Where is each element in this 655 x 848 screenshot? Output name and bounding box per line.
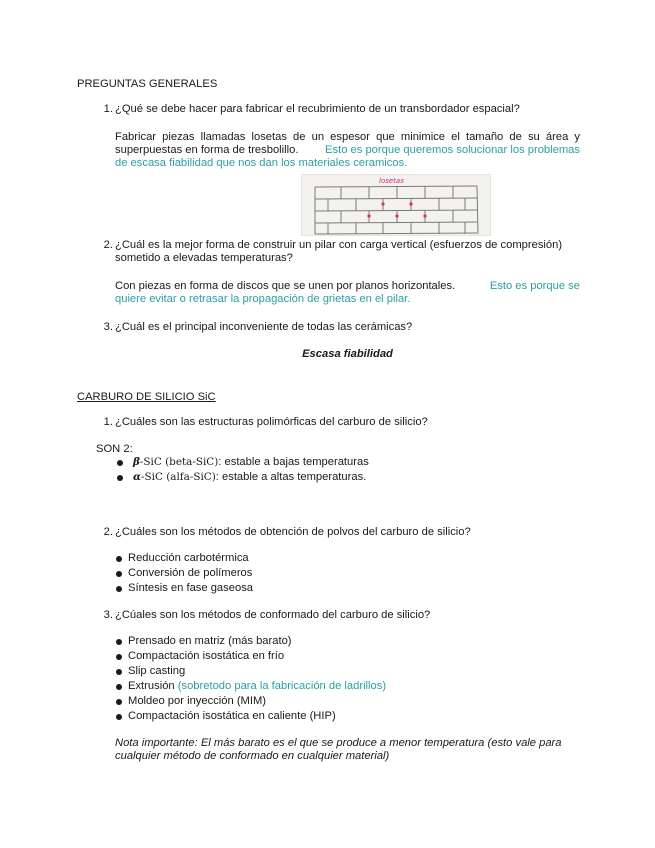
- bullet-icon: [116, 586, 122, 592]
- formula-text: -SiC (beta-SiC): [139, 456, 219, 468]
- question-number: 2.: [103, 239, 113, 251]
- list-item: [128, 680, 386, 693]
- question-number: 3.: [103, 321, 113, 333]
- question-number: 2.: [103, 526, 113, 538]
- list-item: Moldeo por inyección (MIM): [128, 695, 267, 707]
- greek-symbol: β: [133, 456, 140, 468]
- list-item: Prensado en matriz (más barato): [128, 635, 292, 647]
- bullet-icon: [116, 669, 122, 675]
- bullet-icon: [116, 684, 122, 690]
- list-item: Compactación isostática en frío: [128, 650, 285, 662]
- bullet-icon: [116, 654, 122, 660]
- list-item-text: Extrusión: [128, 680, 175, 692]
- answer-highlight: Escasa fiabilidad: [302, 348, 393, 360]
- question-text: sometido a elevadas temperaturas?: [115, 252, 293, 264]
- answer-text: Con piezas en forma de discos que se unen por planos horizontales.: [115, 280, 456, 292]
- section-heading-preguntas: PREGUNTAS GENERALES: [77, 78, 218, 90]
- tile-sketch: [301, 174, 491, 236]
- important-note: cualquier método de conformado en cualquier material): [115, 750, 390, 762]
- bullet-icon: [117, 460, 123, 466]
- question-text: ¿Cúales son los métodos de conformado del carburo de silicio?: [115, 609, 431, 621]
- answer-explanation: quiere evitar o retrasar la propagación de grietas en el pilar.: [115, 293, 411, 305]
- list-item: Compactación isostática en caliente (HIP): [128, 710, 336, 722]
- question-text: ¿Cuáles son las estructuras polimórficas del carburo de silicio?: [115, 416, 428, 428]
- answer-text: superpuestas en forma de tresbolillo.: [115, 144, 299, 156]
- formula-text: -SiC (alfa-SiC): [141, 471, 216, 483]
- question-number: 1.: [103, 103, 113, 115]
- greek-symbol: α: [133, 471, 141, 483]
- list-item-note: (sobretodo para la fabricación de ladrillos): [177, 680, 387, 692]
- bullet-icon: [117, 475, 123, 481]
- question-number: 3.: [103, 609, 113, 621]
- answer-explanation: Esto es porque se: [489, 280, 580, 292]
- answer-line: Fabricar piezas llamadas losetas de un espesor que minimice el tamaño de su área y: [115, 131, 580, 143]
- answer-explanation: de escasa fiabilidad que nos dan los materiales ceramicos.: [115, 157, 408, 169]
- list-item: [133, 471, 366, 484]
- question-text: ¿Qué se debe hacer para fabricar el recubrimiento de un transbordador espacial?: [115, 103, 520, 115]
- sketch-label: losetas: [379, 177, 404, 185]
- question-text: ¿Cuál es la mejor forma de construir un pilar con carga vertical (esfuerzos de compresión): [115, 239, 563, 251]
- important-note: Nota importante: El más barato es el que se produce a menor temperatura (esto vale para: [115, 737, 562, 749]
- list-intro: SON 2:: [96, 443, 133, 455]
- list-item: Conversión de polímeros: [128, 567, 253, 579]
- bullet-icon: [116, 556, 122, 562]
- list-item-text: : estable a bajas temperaturas: [218, 456, 369, 468]
- section-heading-carburo: CARBURO DE SILICIO SiC: [77, 391, 216, 403]
- answer-line: [115, 144, 580, 157]
- question-text: ¿Cuáles son los métodos de obtención de polvos del carburo de silicio?: [115, 526, 471, 538]
- question-text: ¿Cuál es el principal inconveniente de todas las cerámicas?: [115, 321, 413, 333]
- answer-line: [115, 280, 580, 293]
- question-number: 1.: [103, 416, 113, 428]
- bullet-icon: [116, 639, 122, 645]
- bullet-icon: [116, 571, 122, 577]
- bullet-icon: [116, 699, 122, 705]
- bullet-icon: [116, 714, 122, 720]
- tile-sketch-image: [301, 174, 491, 236]
- list-item: Slip casting: [128, 665, 186, 677]
- list-item-text: : estable a altas temperaturas.: [215, 471, 367, 483]
- list-item: Reducción carbotérmica: [128, 552, 249, 564]
- list-item: [133, 456, 369, 469]
- list-item: Síntesis en fase gaseosa: [128, 582, 254, 594]
- answer-explanation: Esto es porque queremos solucionar los problemas: [325, 144, 580, 156]
